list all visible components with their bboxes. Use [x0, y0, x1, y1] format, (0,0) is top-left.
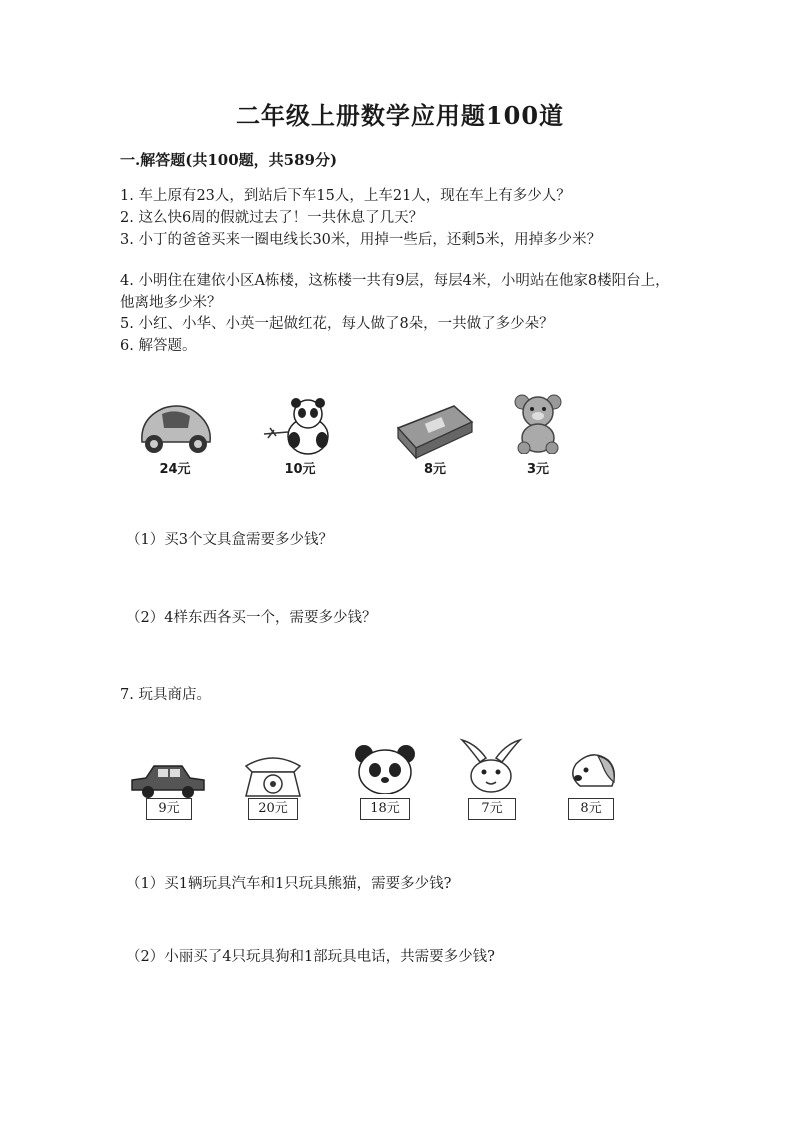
rabbit-icon [456, 738, 526, 794]
item-telephone [238, 752, 308, 822]
item-rabbit [456, 738, 526, 822]
question-7: 7. 玩具商店。 [120, 687, 211, 703]
toy-car-icon [132, 398, 218, 458]
question-5: 5. 小红、小华、小英一起做红花，每人做了8朵，一共做了多少朵？ [120, 316, 554, 332]
car-icon [128, 760, 208, 802]
telephone-icon [238, 752, 308, 798]
question-2: 2. 这么快6周的假就过去了！一共休息了几天？ [120, 210, 424, 226]
dog-icon [562, 746, 622, 796]
question-3: 3. 小丁的爸爸买来一圈电线长30米，用掉一些后，还剩5米，用掉多少米？ [120, 232, 602, 248]
item-panda-toy [350, 744, 420, 822]
price-tag: 18元 [360, 798, 410, 820]
price-label: 10元 [284, 462, 316, 477]
question-6-part-1: （1）买3个文具盒需要多少钱？ [126, 532, 333, 548]
panda-icon [350, 744, 420, 794]
question-7-part-1: （1）买1辆玩具汽车和1只玩具熊猫，需要多少钱? [126, 876, 452, 892]
page-title: 二年级上册数学应用题100道 [235, 101, 565, 130]
price-tag: 7元 [468, 798, 516, 820]
price-tag: 9元 [146, 798, 192, 820]
price-tag: 20元 [248, 798, 298, 820]
price-label: 8元 [423, 462, 447, 477]
question-6: 6. 解答题。 [120, 338, 197, 354]
question-4: 4. 小明住在建依小区A栋楼，这栋楼一共有9层，每层4米，小明站在他家8楼阳台上，他离地多少米？ [120, 273, 670, 311]
pencil-box-icon [392, 398, 478, 460]
teddy-bear-icon [506, 392, 570, 454]
question-6-part-2: （2）4样东西各买一个，需要多少钱？ [126, 610, 377, 626]
item-panda [260, 396, 340, 478]
question-7-part-2: （2）小丽买了4只玩具狗和1部玩具电话，共需要多少钱? [126, 949, 495, 965]
price-tag: 8元 [568, 798, 614, 820]
question-1: 1. 车上原有23人，到站后下车15人，上车21人，现在车上有多少人？ [120, 188, 571, 204]
price-label: 24元 [159, 462, 191, 477]
item-car [128, 760, 208, 822]
panda-icon [260, 396, 340, 456]
item-toy-car [132, 398, 218, 478]
price-label: 3元 [526, 462, 550, 477]
item-teddy-bear [506, 392, 570, 478]
section-heading: 一.解答题(共100题，共589分) [120, 151, 338, 169]
item-dog [562, 746, 622, 822]
item-pencil-box [392, 398, 478, 478]
